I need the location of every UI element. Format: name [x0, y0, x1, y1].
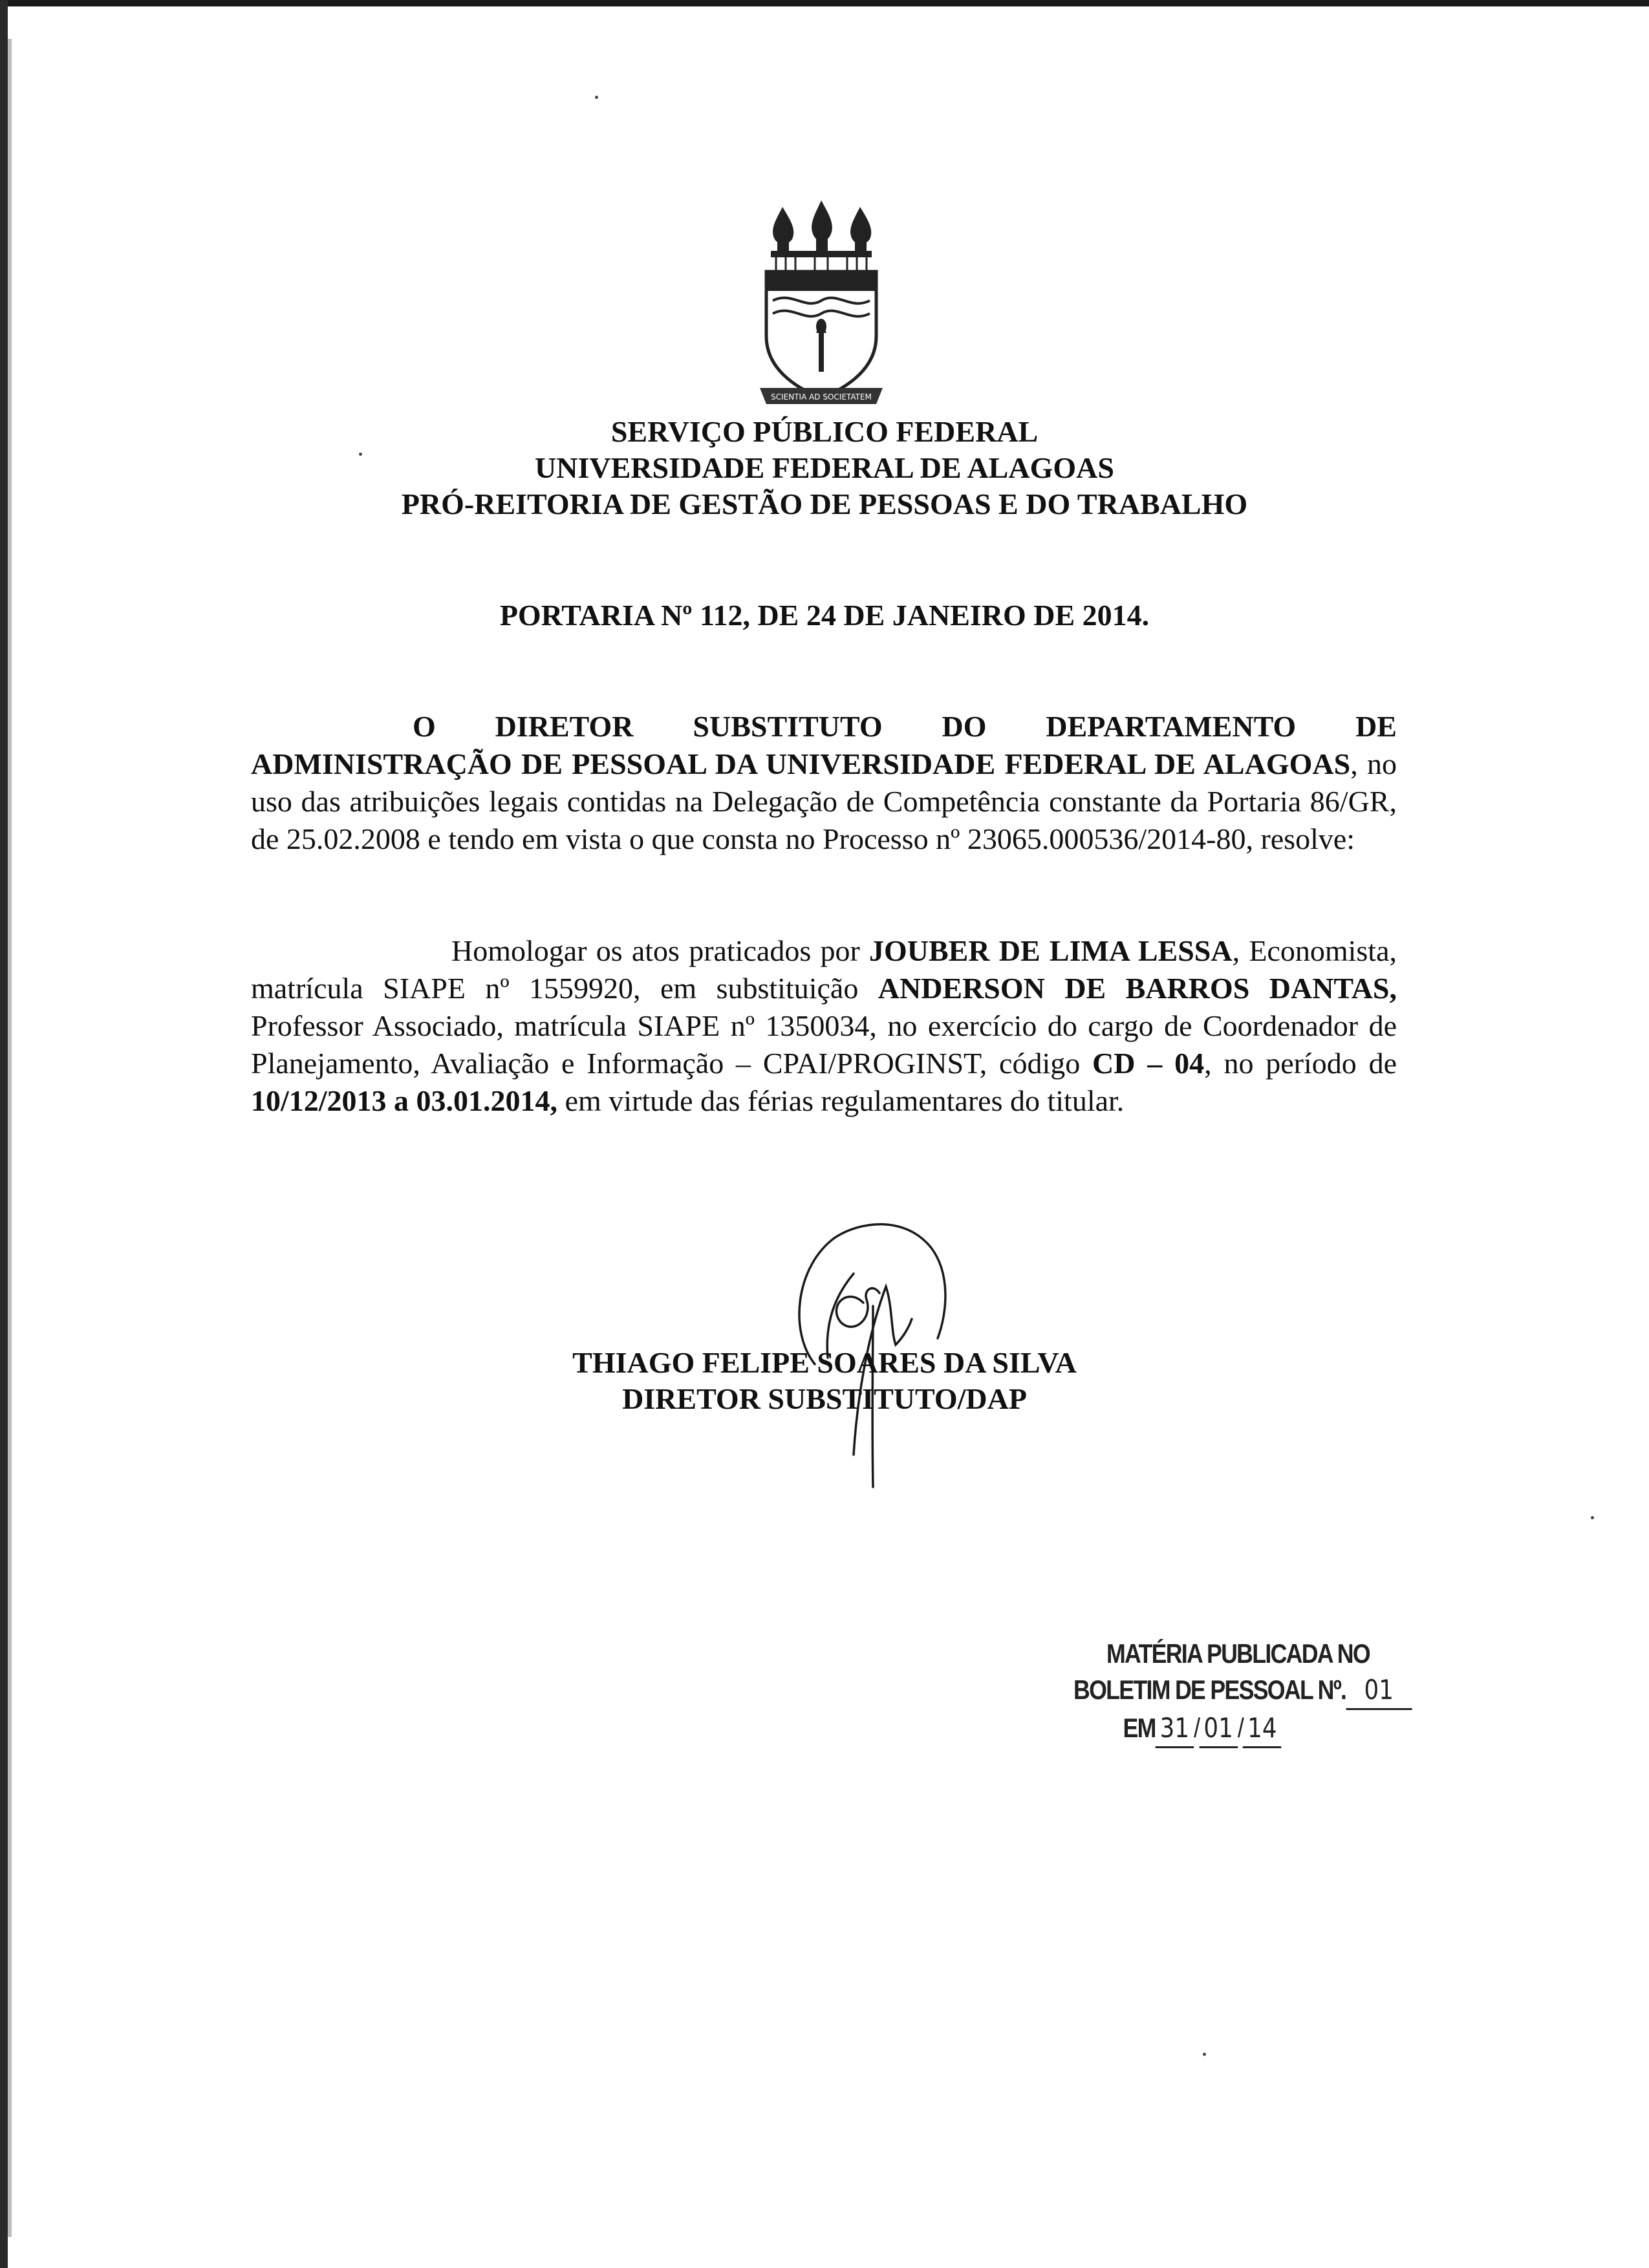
scan-speck	[595, 96, 598, 99]
scan-speck	[1591, 1516, 1594, 1519]
period-dates: 10/12/2013 a 03.01.2014,	[251, 1084, 558, 1117]
stamp-year: 14	[1243, 1710, 1282, 1748]
stamp-line-2	[1073, 1672, 1403, 1710]
stamp-boletim-label: BOLETIM DE PESSOAL Nº.	[1073, 1674, 1346, 1705]
scan-speck	[1203, 2053, 1206, 2056]
signatory-role: DIRETOR SUBSTITUTO/DAP	[622, 1382, 1027, 1415]
position-code: CD – 04	[1092, 1047, 1205, 1080]
header-line-prorectorate: PRÓ-REITORIA DE GESTÃO DE PESSOAS E DO TRABALHO	[401, 487, 1248, 520]
resolution-text-5: em virtude das férias regulamentares do titular.	[557, 1084, 1125, 1117]
stamp-line-3: EM 31 / 01 / 14	[1073, 1710, 1403, 1748]
preamble-text: , no uso das atribuições legais contidas na Delegação de Competência constante da Portaria 86/GR, de 25.02.2008 e tendo em vista o que consta no Processo nº 23065.000536/2014-80, resolve:	[251, 747, 1397, 855]
scan-speck	[359, 453, 362, 456]
svg-text:SCIENTIA AD SOCIETATEM: SCIENTIA AD SOCIETATEM	[771, 392, 872, 401]
resolution-text-1: Homologar os atos praticados por	[451, 934, 869, 967]
header-line-university: UNIVERSIDADE FEDERAL DE ALAGOAS	[535, 451, 1114, 484]
ufal-crest-logo	[757, 194, 886, 407]
resolution-text-3: Professor Associado, matrícula SIAPE nº 1350034, no exercício do cargo de Coordenador de Planejamento, Avaliação e Informação – CPAI/PROGINST, código	[251, 1009, 1397, 1080]
resolution-text-2: , Economista, matrícula SIAPE nº 1559920, em substituição	[251, 934, 1397, 1005]
scan-edge-shadow	[8, 39, 12, 2237]
stamp-boletim-number: 01	[1346, 1672, 1412, 1710]
scan-edge-top	[0, 0, 1649, 6]
publication-stamp	[1073, 1636, 1403, 1748]
portaria-title: PORTARIA Nº 112, DE 24 DE JANEIRO DE 2014.	[499, 599, 1150, 632]
header-line-service: SERVIÇO PÚBLICO FEDERAL	[610, 415, 1039, 448]
preamble-lead: O DIRETOR SUBSTITUTO DO DEPARTAMENTO DE ADMINISTRAÇÃO DE PESSOAL DA UNIVERSIDADE FEDERAL DE ALAGOAS	[251, 710, 1397, 780]
substitute-name: JOUBER DE LIMA LESSA	[869, 934, 1233, 967]
resolution-text-4: , no período de	[1204, 1047, 1397, 1080]
scan-edge-left	[0, 0, 8, 2268]
stamp-date-label: EM	[1123, 1713, 1156, 1743]
stamp-month: 01	[1199, 1710, 1238, 1748]
paragraph-preamble	[251, 708, 1397, 858]
signatory-name: THIAGO FELIPE SOARES DA SILVA	[572, 1346, 1077, 1379]
holder-name: ANDERSON DE BARROS DANTAS,	[878, 972, 1397, 1005]
paragraph-resolution	[251, 932, 1397, 1120]
stamp-day: 31	[1156, 1710, 1194, 1748]
stamp-line-1: MATÉRIA PUBLICADA NO	[1106, 1638, 1370, 1669]
